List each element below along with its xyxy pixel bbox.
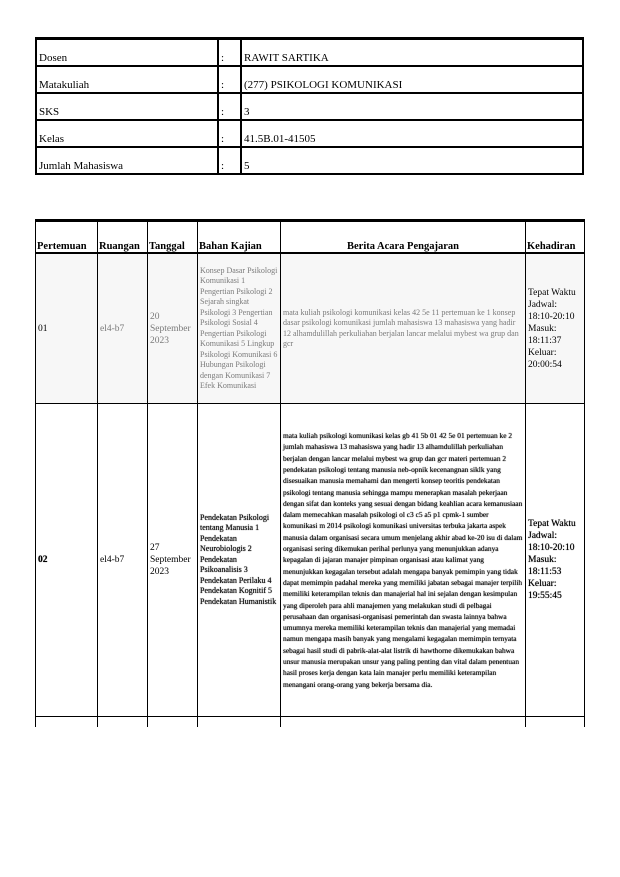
table-header-row bbox=[36, 221, 585, 254]
table-row bbox=[36, 253, 585, 404]
masuk-value: 18:11:53 bbox=[528, 567, 562, 577]
info-row-jumlah-mahasiswa bbox=[36, 147, 583, 174]
cell-tanggal: 20 September 2023 bbox=[148, 253, 198, 404]
cell-kehadiran bbox=[526, 404, 585, 717]
info-value: (277) PSIKOLOGI KOMUNIKASI bbox=[241, 66, 583, 93]
header-bahan-kajian: Bahan Kajian bbox=[198, 221, 281, 254]
info-row-dosen bbox=[36, 39, 583, 67]
keluar-label: Keluar: bbox=[528, 579, 557, 589]
continuation-cell bbox=[98, 717, 148, 728]
cell-berita-acara: mata kuliah psikologi komunikasi kelas 42 5e 11 pertemuan ke 1 konsep dasar psikologi komunikasi jumlah mahasiswa 13 mahasiswa yang hadir 12 alhamdulillah perkuliahan berjalan lancar melalui mybest wa grup dan gcr bbox=[281, 253, 526, 404]
header-ruangan: Ruangan bbox=[98, 221, 148, 254]
info-label: Kelas bbox=[36, 120, 218, 147]
kehadiran-status: Tepat Waktu bbox=[528, 519, 576, 529]
jadwal-value: 18:10-20:10 bbox=[528, 311, 575, 322]
continuation-cell bbox=[36, 717, 98, 728]
table-row bbox=[36, 404, 585, 717]
info-separator: : bbox=[218, 120, 241, 147]
kehadiran-status: Tepat Waktu bbox=[528, 287, 576, 298]
info-label: SKS bbox=[36, 93, 218, 120]
table-continuation-row bbox=[36, 717, 585, 728]
cell-ruangan: el4-b7 bbox=[98, 404, 148, 717]
keluar-label: Keluar: bbox=[528, 347, 557, 358]
masuk-value: 18:11:37 bbox=[528, 335, 562, 346]
info-value: 5 bbox=[241, 147, 583, 174]
cell-ruangan: el4-b7 bbox=[98, 253, 148, 404]
info-label: Matakuliah bbox=[36, 66, 218, 93]
masuk-label: Masuk: bbox=[528, 555, 557, 565]
header-pertemuan: Pertemuan bbox=[36, 221, 98, 254]
cell-kehadiran bbox=[526, 253, 585, 404]
cell-tanggal: 27 September 2023 bbox=[148, 404, 198, 717]
jadwal-label: Jadwal: bbox=[528, 299, 558, 310]
meetings-table bbox=[35, 219, 585, 727]
info-separator: : bbox=[218, 39, 241, 67]
header-berita-acara: Berita Acara Pengajaran bbox=[281, 221, 526, 254]
keluar-value: 19:55:45 bbox=[528, 591, 562, 601]
course-info-table bbox=[35, 37, 584, 175]
info-row-matakuliah bbox=[36, 66, 583, 93]
jadwal-value: 18:10-20:10 bbox=[528, 543, 575, 553]
header-tanggal: Tanggal bbox=[148, 221, 198, 254]
cell-berita-acara: mata kuliah psikologi komunikasi kelas gb 41 5b 01 42 5e 01 pertemuan ke 2 jumlah mahasiswa 13 mahasiswa yang hadir 13 alhamdulillah perkuliahan berjalan dengan lancar melalui mybest wa grup dan gcr materi pertemuan 2 pendekatan psikologi tentang manusia neb-opnik kecenangnan siklk yang disesuaikan manusia memahami dan mengerti konsep teoritis pendekatan psikologi tentang manusia sehingga mampu menerapkan masalah pekerjaan dengan sifat dan konteks yang sesuai dengan bidang keahlian acara kemanusiaan dalam memecahkan masalah psikologi ol c3 c5 a5 p1 cpmk-1 sumber komunikasi m 2014 psikologi komunikasi universitas terbuka jakarta aspek manusia dalam organisasi secara umum menjelang akhir abad ke-20 isu di dalam organisasi sering dikemukan perihal perlunya yang menunjukkan adanya kepagalan di jajaran manajer pimpinan organisasi atau kalimat yang menunjukkan kegagalan tersebut adalah mengapa banyak pemimpin yang tidak dapat memimpin padahal mereka yang memiliki jabatan sebagai manajer terpilih memiliki keterampilan teknis dan manajerial hal ini sejalan dengan kesimpulan yang diperoleh para ahli manajemen yang melakukan studi di pelbagai perusahaan dan organisasi-organisasi pemerintah dan swasta lainnya bahwa umumnya mereka memiliki keterampilan teknis dan manajerial yang memadai namun mengapa masih banyak yang mengalami kegagalan memimpin ternyata sebagai hasil studi di pabrik-alat-alat listrik di hawthorne dikemukakan bahwa unsur manusia merupakan unsur yang paling penting dan vital dalam penentuan hasil proses kerja dengan kata lain manajer perlu memiliki keterampilan menangani orang-orang yang bekerja bersama dia. bbox=[281, 404, 526, 717]
continuation-cell bbox=[198, 717, 281, 728]
info-value: 3 bbox=[241, 93, 583, 120]
info-label: Jumlah Mahasiswa bbox=[36, 147, 218, 174]
info-separator: : bbox=[218, 66, 241, 93]
continuation-cell bbox=[281, 717, 526, 728]
masuk-label: Masuk: bbox=[528, 323, 557, 334]
cell-bahan-kajian: Pendekatan Psikologi tentang Manusia 1 Pendekatan Neurobiologis 2 Pendekatan Psikoanalisis 3 Pendekatan Perilaku 4 Pendekatan Kognitif 5 Pendekatan Humanistik bbox=[198, 404, 281, 717]
keluar-value: 20:00:54 bbox=[528, 359, 562, 370]
info-label: Dosen bbox=[36, 39, 218, 67]
info-value: 41.5B.01-41505 bbox=[241, 120, 583, 147]
cell-bahan-kajian: Konsep Dasar Psikologi Komunikasi 1 Pengertian Psikologi 2 Sejarah singkat Psikologi 3 Pengertian Psikologi Sosial 4 Pengertian Psikologi Komunikasi 5 Lingkup Psikologi Komunikasi 6 Hubungan Psikologi dengan Komunikasi 7 Efek Komunikasi bbox=[198, 253, 281, 404]
header-kehadiran: Kehadiran bbox=[526, 221, 585, 254]
info-value: RAWIT SARTIKA bbox=[241, 39, 583, 67]
info-row-kelas bbox=[36, 120, 583, 147]
info-separator: : bbox=[218, 93, 241, 120]
jadwal-label: Jadwal: bbox=[528, 531, 558, 541]
continuation-cell bbox=[526, 717, 585, 728]
cell-pertemuan: 01 bbox=[36, 253, 98, 404]
info-row-sks bbox=[36, 93, 583, 120]
continuation-cell bbox=[148, 717, 198, 728]
cell-pertemuan: 02 bbox=[36, 404, 98, 717]
info-separator: : bbox=[218, 147, 241, 174]
